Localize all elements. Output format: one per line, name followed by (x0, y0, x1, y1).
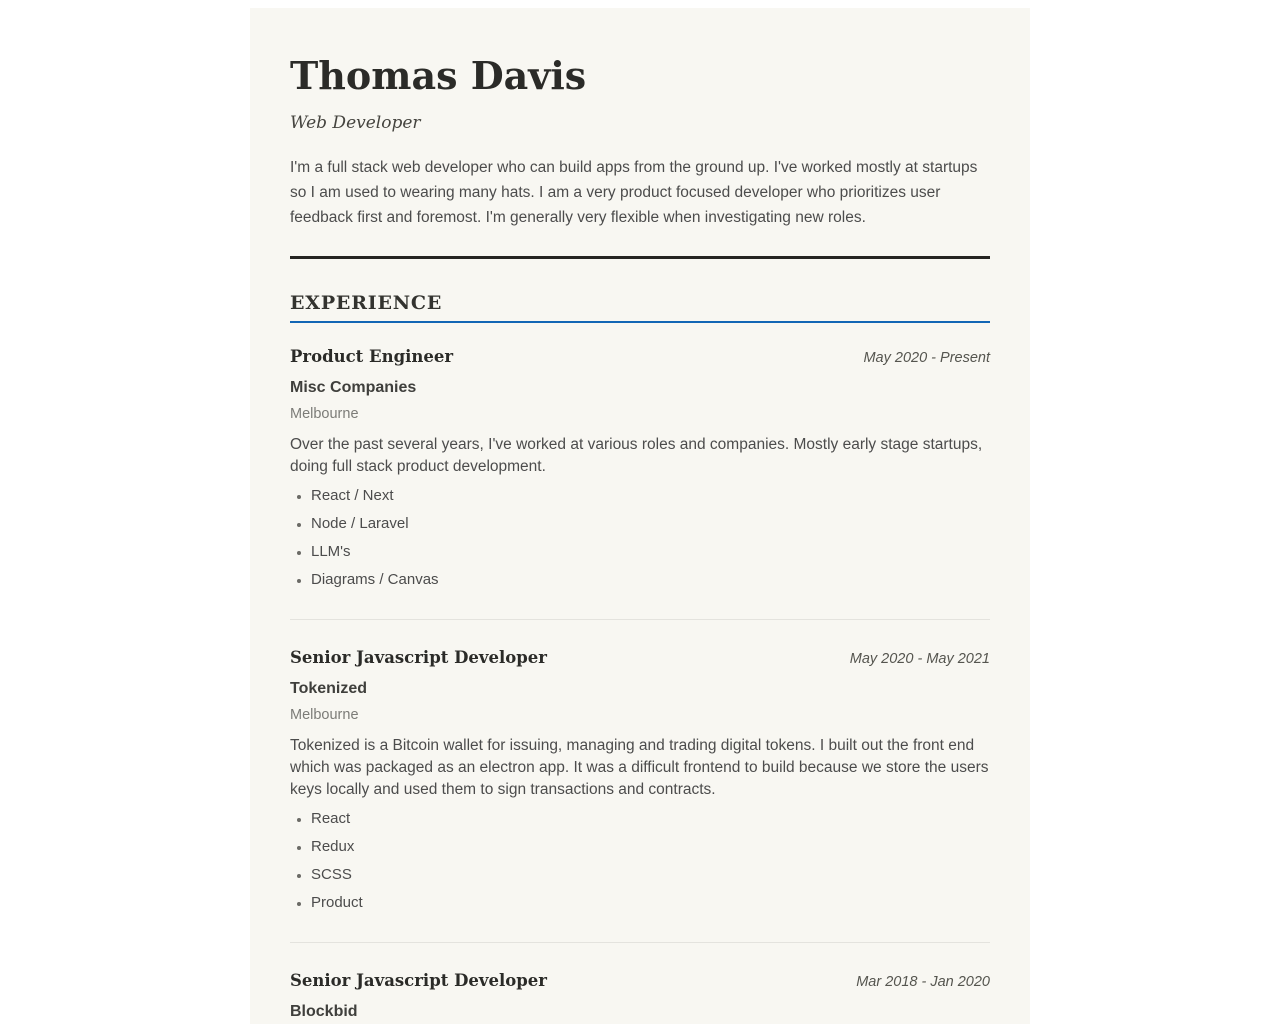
job-position: Senior Javascript Developer (290, 647, 547, 667)
job-dates: Mar 2018 - Jan 2020 (856, 973, 990, 990)
highlight-item: • React (311, 811, 990, 826)
entry-header (290, 347, 990, 367)
highlights-list (290, 811, 990, 910)
experience-entry (290, 347, 990, 587)
entry-header (290, 648, 990, 668)
company-name: Blockbid (290, 1002, 358, 1020)
highlight-item: • LLM's (311, 544, 990, 559)
resume-page (250, 8, 1030, 1024)
entry-header (290, 971, 990, 991)
page-background (0, 8, 1280, 1024)
entry-divider (290, 942, 990, 943)
top-divider (290, 256, 990, 259)
experience-entry (290, 648, 990, 910)
job-location: Melbourne (290, 706, 359, 723)
job-summary: Over the past several years, I've worked at various roles and companies. Mostly early stage startups, doing full stack product development. (290, 435, 983, 475)
company-name: Tokenized (290, 679, 368, 697)
job-dates: May 2020 - Present (863, 349, 990, 366)
resume-summary: I'm a full stack web developer who can build apps from the ground up. I've worked mostly at startups so I am used to wearing many hats. I am a very product focused developer who prioritizes user feedback first and foremost. I'm generally very flexible when investigating new roles. (290, 158, 978, 226)
highlight-item: • SCSS (311, 867, 990, 882)
job-position: Senior Javascript Developer (290, 970, 547, 990)
highlight-item: • Diagrams / Canvas (311, 572, 990, 587)
experience-section-title: EXPERIENCE (290, 291, 443, 314)
highlights-list (290, 488, 990, 587)
resume-label: Web Developer (290, 112, 421, 133)
highlight-item: • Product (311, 895, 990, 910)
job-summary: Tokenized is a Bitcoin wallet for issuing, managing and trading digital tokens. I built out the front end which was packaged as an electron app. It was a difficult frontend to build because we store the users keys locally and used them to sign transactions and contracts. (290, 736, 989, 798)
highlight-item: • Node / Laravel (311, 516, 990, 531)
job-dates: May 2020 - May 2021 (849, 650, 990, 667)
experience-accent-rule (290, 321, 990, 323)
highlight-item: • React / Next (311, 488, 990, 503)
entry-divider (290, 619, 990, 620)
company-name: Misc Companies (290, 378, 417, 396)
resume-name: Thomas Davis (290, 53, 587, 98)
experience-entry (290, 971, 990, 1021)
highlight-item: • Redux (311, 839, 990, 854)
job-location: Melbourne (290, 405, 359, 422)
job-position: Product Engineer (290, 346, 454, 366)
